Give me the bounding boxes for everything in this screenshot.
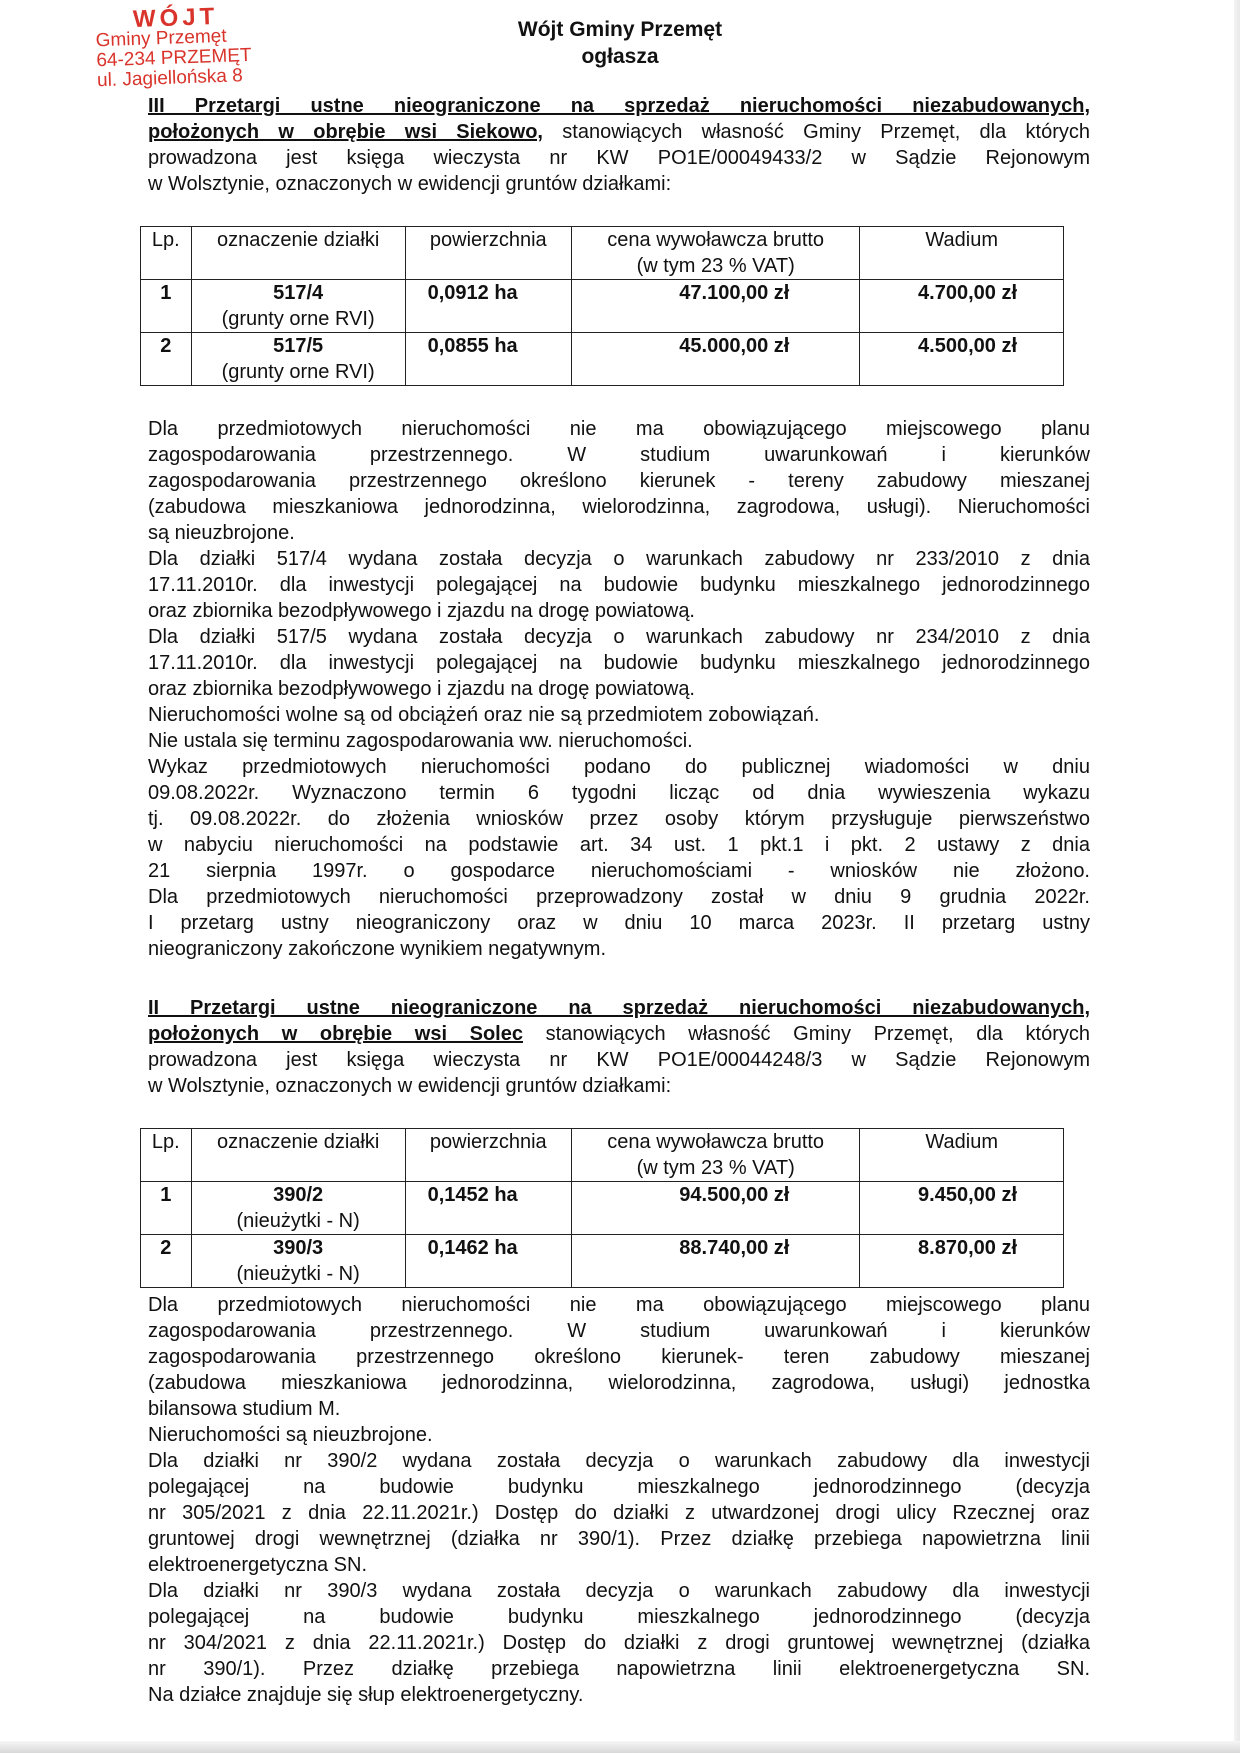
header-plot: oznaczenie działki (191, 227, 405, 280)
plot-type: (nieużytki - N) (236, 1210, 360, 1232)
stamp-line: ul. Jagiellońska 8 (96, 65, 244, 92)
row-lp: 2 (141, 333, 192, 386)
body-line: 17.11.2010r. dla inwestycji polegającej na budowie budynku mieszkalnego jednorodzinnego (148, 574, 1090, 596)
header-price-line: cena wywoławcza brutto (607, 229, 825, 251)
price-value: 47.100,00 zł (679, 282, 790, 304)
body-line: Dla działki nr 390/3 wydana została decyzja o warunkach zabudowy dla inwestycji (148, 1580, 1090, 1602)
table-row (141, 1182, 1064, 1235)
row-price (572, 1182, 860, 1235)
row-wadium (860, 333, 1064, 386)
header-price-line: (w tym 23 % VAT) (636, 255, 795, 277)
stamp-line: WÓJT (132, 3, 219, 33)
table-header-row (141, 227, 1064, 280)
section2-intro-line: prowadzona jest księga wieczysta nr KW PO1E/00044248/3 w Sądzie Rejonowym (148, 1049, 1090, 1071)
body-line: Wykaz przedmiotowych nieruchomości podano do publicznej wiadomości w dniu (148, 756, 1090, 778)
section2-heading: II Przetargi ustne nieograniczone na sprzedaż nieruchomości niezabudowanych, (148, 997, 1090, 1019)
body-line: 17.11.2010r. dla inwestycji polegającej na budowie budynku mieszkalnego jednorodzinnego (148, 652, 1090, 674)
row-lp: 1 (141, 1182, 192, 1235)
section2-body (148, 1292, 1090, 1708)
body-line: Nieruchomości wolne są od obciążeń oraz nie są przedmiotem zobowiązań. (148, 704, 820, 726)
area-value: 0,0912 ha (427, 282, 518, 304)
row-price (572, 1235, 860, 1288)
area-value: 0,1462 ha (427, 1237, 518, 1259)
section1-heading: III Przetargi ustne nieograniczone na sprzedaż nieruchomości niezabudowanych, (148, 95, 1090, 117)
section1-plots-table (140, 226, 1064, 386)
section1-heading-line2 (148, 119, 1090, 145)
section1-location: położonych w obrębie wsi Siekowo, (148, 121, 543, 143)
wadium-value: 9.450,00 zł (918, 1184, 1017, 1206)
body-line: (zabudowa mieszkaniowa jednorodzinna, wielorodzinna, zagrodowa, usługi) jednostka (148, 1372, 1090, 1394)
body-line: oraz zbiornika bezodpływowego i zjazdu na drogę powiatową. (148, 600, 695, 622)
body-line: Dla przedmiotowych nieruchomości nie ma obowiązującego miejscowego planu (148, 1294, 1090, 1316)
body-line: nr 390/1). Przez działkę przebiega napowietrzna linii elektroenergetyczna SN. (148, 1658, 1090, 1680)
price-value: 88.740,00 zł (679, 1237, 790, 1259)
header-wadium: Wadium (860, 227, 1064, 280)
row-area (405, 280, 571, 333)
header-price-line: (w tym 23 % VAT) (636, 1157, 795, 1179)
header-area: powierzchnia (405, 227, 571, 280)
wadium-value: 4.500,00 zł (918, 335, 1017, 357)
document-subtitle: ogłasza (581, 45, 659, 68)
section1-body (148, 416, 1090, 962)
header-plot: oznaczenie działki (191, 1129, 405, 1182)
header-price-line: cena wywoławcza brutto (607, 1131, 825, 1153)
area-value: 0,0855 ha (427, 335, 518, 357)
body-line: Dla działki 517/5 wydana została decyzja o warunkach zabudowy nr 234/2010 z dnia (148, 626, 1090, 648)
table-row (141, 333, 1064, 386)
row-price (572, 280, 860, 333)
row-plot (191, 333, 405, 386)
row-wadium (860, 280, 1064, 333)
row-area (405, 1235, 571, 1288)
row-price (572, 333, 860, 386)
document-title: Wójt Gminy Przemęt (517, 18, 723, 41)
section2-intro-line: w Wolsztynie, oznaczonych w ewidencji gruntów działkami: (148, 1075, 672, 1097)
body-line: Nieruchomości są nieuzbrojone. (148, 1424, 433, 1446)
section2-ownership: stanowiących własność Gminy Przemęt, dla których (545, 1023, 1090, 1045)
price-value: 45.000,00 zł (679, 335, 790, 357)
scan-edge-shadow (1234, 0, 1240, 1753)
section2-intro (148, 995, 1090, 1099)
body-line: bilansowa studium M. (148, 1398, 341, 1420)
body-line: polegającej na budowie budynku mieszkalnego jednorodzinnego (decyzja (148, 1476, 1090, 1498)
body-line: Na działce znajduje się słup elektroenergetyczny. (148, 1684, 584, 1706)
body-line: gruntowej drogi wewnętrznej (działka nr 390/1). Przez działkę przebiega napowietrzna linii (148, 1528, 1090, 1550)
plot-number: 517/5 (273, 335, 324, 357)
body-line: zagospodarowania przestrzennego określono kierunek- teren zabudowy mieszanej (148, 1346, 1090, 1368)
wadium-value: 4.700,00 zł (918, 282, 1017, 304)
wadium-value: 8.870,00 zł (918, 1237, 1017, 1259)
section1-intro (148, 93, 1090, 197)
row-plot (191, 1235, 405, 1288)
section1-ownership: stanowiących własność Gminy Przemęt, dla których (562, 121, 1090, 143)
row-area (405, 333, 571, 386)
body-line: (zabudowa mieszkaniowa jednorodzinna, wielorodzinna, zagrodowa, usługi). Nieruchomości (148, 496, 1090, 518)
body-line: oraz zbiornika bezodpływowego i zjazdu na drogę powiatową. (148, 678, 695, 700)
row-lp: 1 (141, 280, 192, 333)
section2-heading-line2 (148, 1021, 1090, 1047)
body-line: zagospodarowania przestrzennego. W studium uwarunkowań i kierunków (148, 444, 1090, 466)
plot-number: 390/3 (273, 1237, 324, 1259)
body-line: Nie ustala się terminu zagospodarowania ww. nieruchomości. (148, 730, 693, 752)
body-line: 09.08.2022r. Wyznaczono termin 6 tygodni licząc od dnia wywieszenia wykazu (148, 782, 1090, 804)
header-area: powierzchnia (405, 1129, 571, 1182)
body-line: nr 304/2021 z dnia 22.11.2021r.) Dostęp do działki z drogi gruntowej wewnętrznej (działka (148, 1632, 1090, 1654)
row-plot (191, 280, 405, 333)
document-header (0, 16, 1240, 70)
plot-type: (nieużytki - N) (236, 1263, 360, 1285)
body-line: nr 305/2021 z dnia 22.11.2021r.) Dostęp do działki z utwardzonej drogi ulicy Rzecznej oraz (148, 1502, 1090, 1524)
body-line: polegającej na budowie budynku mieszkalnego jednorodzinnego (decyzja (148, 1606, 1090, 1628)
body-line: I przetarg ustny nieograniczony oraz w dniu 10 marca 2023r. II przetarg ustny (148, 912, 1090, 934)
body-line: tj. 09.08.2022r. do złożenia wniosków przez osoby którym przysługuje pierwszeństwo (148, 808, 1090, 830)
body-line: nieograniczony zakończone wynikiem negatywnym. (148, 938, 607, 960)
section2-location: położonych w obrębie wsi Solec (148, 1023, 523, 1045)
body-line: elektroenergetyczna SN. (148, 1554, 368, 1576)
header-lp: Lp. (141, 1129, 192, 1182)
body-line: Dla działki 517/4 wydana została decyzja o warunkach zabudowy nr 233/2010 z dnia (148, 548, 1090, 570)
header-lp: Lp. (141, 227, 192, 280)
plot-type: (grunty orne RVI) (221, 308, 375, 330)
section2-plots-table (140, 1128, 1064, 1288)
row-area (405, 1182, 571, 1235)
body-line: Dla przedmiotowych nieruchomości nie ma obowiązującego miejscowego planu (148, 418, 1090, 440)
header-price (572, 1129, 860, 1182)
plot-number: 390/2 (273, 1184, 324, 1206)
body-line: 21 sierpnia 1997r. o gospodarce nieruchomościami - wniosków nie złożono. (148, 860, 1090, 882)
body-line: Dla działki nr 390/2 wydana została decyzja o warunkach zabudowy dla inwestycji (148, 1450, 1090, 1472)
scan-bottom-shadow (0, 1741, 1240, 1753)
table-row (141, 280, 1064, 333)
table-row (141, 1235, 1064, 1288)
header-wadium: Wadium (860, 1129, 1064, 1182)
section1-intro-line: prowadzona jest księga wieczysta nr KW PO1E/00049433/2 w Sądzie Rejonowym (148, 147, 1090, 169)
area-value: 0,1452 ha (427, 1184, 518, 1206)
row-lp: 2 (141, 1235, 192, 1288)
row-wadium (860, 1182, 1064, 1235)
section1-intro-line: w Wolsztynie, oznaczonych w ewidencji gruntów działkami: (148, 173, 672, 195)
row-wadium (860, 1235, 1064, 1288)
body-line: są nieuzbrojone. (148, 522, 295, 544)
header-price (572, 227, 860, 280)
table-header-row (141, 1129, 1064, 1182)
plot-number: 517/4 (273, 282, 324, 304)
body-line: zagospodarowania przestrzennego. W studium uwarunkowań i kierunków (148, 1320, 1090, 1342)
row-plot (191, 1182, 405, 1235)
body-line: zagospodarowania przestrzennego określono kierunek - tereny zabudowy mieszanej (148, 470, 1090, 492)
stamp-line: Gminy Przemęt (95, 25, 227, 52)
plot-type: (grunty orne RVI) (221, 361, 375, 383)
body-line: w nabyciu nieruchomości na podstawie art. 34 ust. 1 pkt.1 i pkt. 2 ustawy z dnia (148, 834, 1090, 856)
price-value: 94.500,00 zł (679, 1184, 790, 1206)
stamp-line: 64-234 PRZEMĘT (96, 44, 252, 72)
body-line: Dla przedmiotowych nieruchomości przeprowadzony został w dniu 9 grudnia 2022r. (148, 886, 1090, 908)
